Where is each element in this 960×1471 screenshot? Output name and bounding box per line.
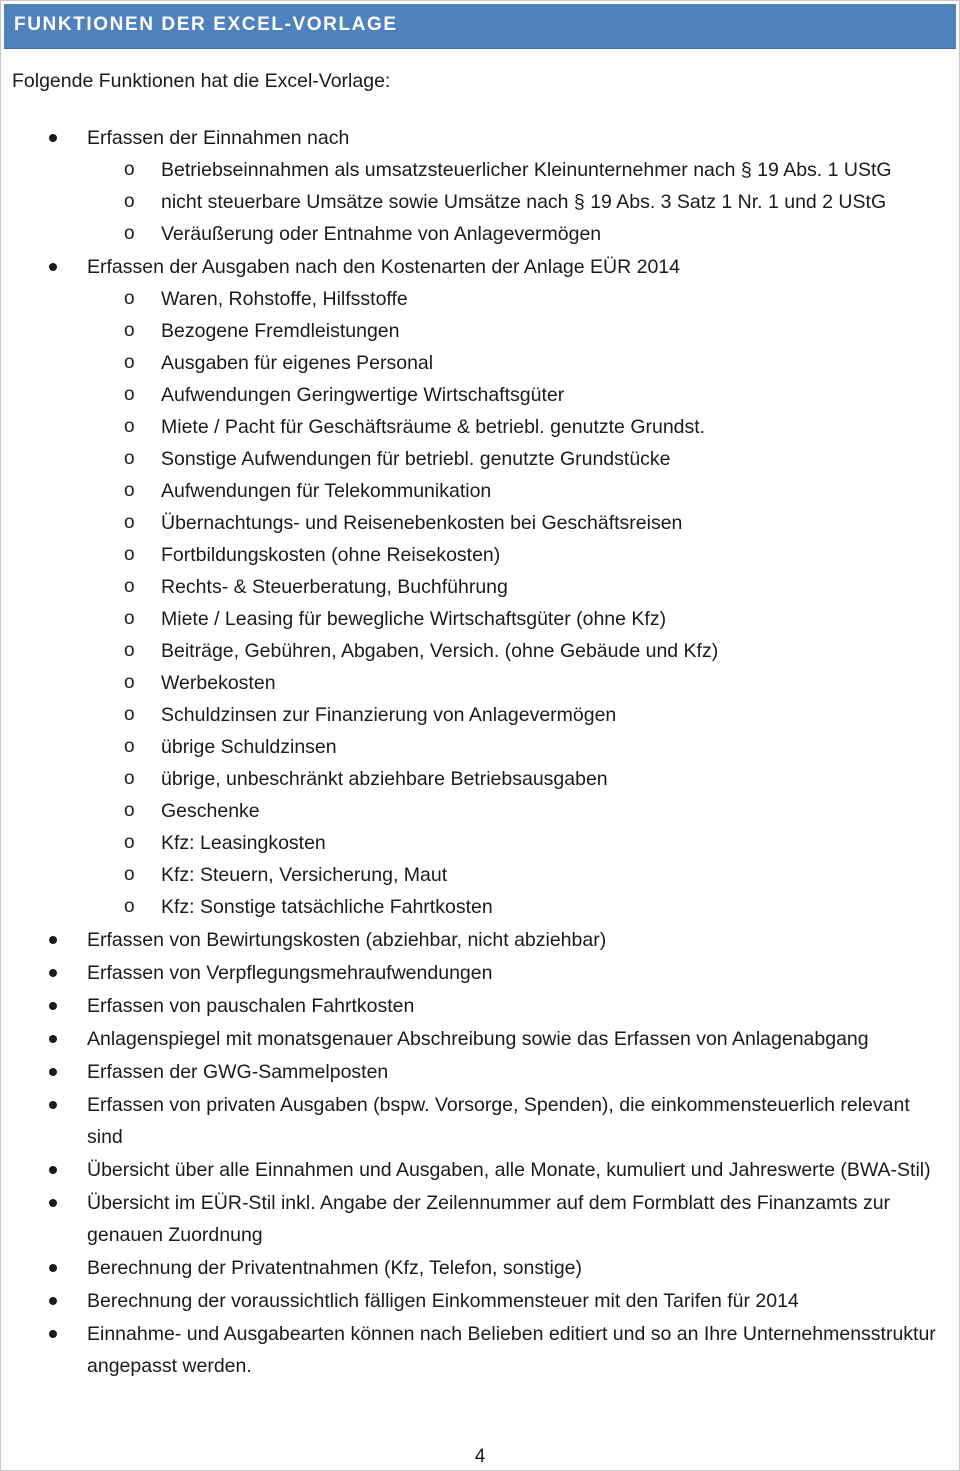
bullet-dot-icon xyxy=(49,1297,57,1305)
bullet-dot-icon xyxy=(49,1330,57,1338)
bullet-circle-icon: o xyxy=(124,384,135,405)
list-item-text: Veräußerung oder Entnahme von Anlagevermögen xyxy=(161,223,602,245)
list-item-text: Beiträge, Gebühren, Abgaben, Versich. (ohne Gebäude und Kfz) xyxy=(161,640,719,662)
sub-list-item xyxy=(0,603,960,635)
list-item-text: Berechnung der Privatentnahmen (Kfz, Telefon, sonstige) xyxy=(87,1257,583,1279)
intro-text: Folgende Funktionen hat die Excel-Vorlage: xyxy=(12,70,391,92)
list-item-text: Miete / Leasing für bewegliche Wirtschaftsgüter (ohne Kfz) xyxy=(161,608,667,630)
sub-list-item xyxy=(0,154,960,186)
sub-list-item xyxy=(0,571,960,603)
list-item-text: Erfassen von Bewirtungskosten (abziehbar, nicht abziehbar) xyxy=(87,929,607,951)
bullet-circle-icon: o xyxy=(124,191,135,212)
sub-list-item xyxy=(0,891,960,923)
list-item-text: Erfassen der Ausgaben nach den Kostenarten der Anlage EÜR 2014 xyxy=(87,256,680,278)
bullet-circle-icon: o xyxy=(124,480,135,501)
list-item-text: übrige, unbeschränkt abziehbare Betriebsausgaben xyxy=(161,768,608,790)
list-item-text: Werbekosten xyxy=(161,672,276,694)
list-item-text: Waren, Rohstoffe, Hilfsstoffe xyxy=(161,288,408,310)
bullet-dot-icon xyxy=(49,1002,57,1010)
bullet-dot-icon xyxy=(49,1101,57,1109)
bullet-circle-icon: o xyxy=(124,608,135,629)
bullet-dot-icon xyxy=(49,1166,57,1174)
bullet-circle-icon: o xyxy=(124,800,135,821)
list-item-text: Aufwendungen Geringwertige Wirtschaftsgüter xyxy=(161,384,565,406)
list-item xyxy=(0,924,960,956)
sub-list-item xyxy=(0,763,960,795)
sub-list-item xyxy=(0,827,960,859)
bullet-circle-icon: o xyxy=(124,223,135,244)
sub-list-item xyxy=(0,186,960,218)
bullet-dot-icon xyxy=(49,263,57,271)
list-item-text: Berechnung der voraussichtlich fälligen Einkommensteuer mit den Tarifen für 2014 xyxy=(87,1290,799,1312)
list-item-text: Einnahme- und Ausgabearten können nach Belieben editiert und so an Ihre Unternehmensstruktur angepasst werden. xyxy=(87,1323,936,1377)
list-item-text: Schuldzinsen zur Finanzierung von Anlagevermögen xyxy=(161,704,617,726)
list-item-text: Anlagenspiegel mit monatsgenauer Abschreibung sowie das Erfassen von Anlagenabgang xyxy=(87,1028,869,1050)
list-item xyxy=(0,1023,960,1055)
bullet-dot-icon xyxy=(49,936,57,944)
sub-list-item xyxy=(0,315,960,347)
list-item-text: Übersicht im EÜR-Stil inkl. Angabe der Zeilennummer auf dem Formblatt des Finanzamts zur genauen Zuordnung xyxy=(87,1192,891,1246)
bullet-dot-icon xyxy=(49,1264,57,1272)
bullet-dot-icon xyxy=(49,1068,57,1076)
bullet-circle-icon: o xyxy=(124,832,135,853)
list-item xyxy=(0,990,960,1022)
sub-list-item xyxy=(0,731,960,763)
list-item-text: Übernachtungs- und Reisenebenkosten bei Geschäftsreisen xyxy=(161,512,683,534)
list-item xyxy=(0,1154,960,1186)
list-item xyxy=(0,122,960,154)
bullet-circle-icon: o xyxy=(124,352,135,373)
list-item-text: Fortbildungskosten (ohne Reisekosten) xyxy=(161,544,501,566)
sub-list-item xyxy=(0,539,960,571)
list-item xyxy=(0,1252,960,1284)
bullet-circle-icon: o xyxy=(124,416,135,437)
bullet-dot-icon xyxy=(49,134,57,142)
sub-list-item xyxy=(0,507,960,539)
bullet-circle-icon: o xyxy=(124,512,135,533)
bullet-circle-icon: o xyxy=(124,704,135,725)
bullet-dot-icon xyxy=(49,969,57,977)
list-item-text: Erfassen von privaten Ausgaben (bspw. Vorsorge, Spenden), die einkommensteuerlich relevant sind xyxy=(87,1094,910,1148)
list-item-text: Erfassen von Verpflegungsmehraufwendungen xyxy=(87,962,493,984)
list-item-text: nicht steuerbare Umsätze sowie Umsätze nach § 19 Abs. 3 Satz 1 Nr. 1 und 2 UStG xyxy=(161,191,887,213)
list-item-text: Erfassen der Einnahmen nach xyxy=(87,127,350,149)
feature-list xyxy=(0,121,960,1382)
list-item-text: Erfassen der GWG-Sammelposten xyxy=(87,1061,389,1083)
sub-list-item xyxy=(0,283,960,315)
list-item xyxy=(0,1285,960,1317)
bullet-dot-icon xyxy=(49,1035,57,1043)
list-item-text: Übersicht über alle Einnahmen und Ausgaben, alle Monate, kumuliert und Jahreswerte (BWA-Stil) xyxy=(87,1159,931,1181)
section-title: FUNKTIONEN DER EXCEL-VORLAGE xyxy=(14,14,398,35)
sub-list-item xyxy=(0,475,960,507)
list-item-text: Geschenke xyxy=(161,800,260,822)
bullet-circle-icon: o xyxy=(124,159,135,180)
list-item-text: Sonstige Aufwendungen für betriebl. genutzte Grundstücke xyxy=(161,448,671,470)
sub-list-item xyxy=(0,699,960,731)
list-item-text: Miete / Pacht für Geschäftsräume & betriebl. genutzte Grundst. xyxy=(161,416,706,438)
sub-list-item xyxy=(0,443,960,475)
list-item-text: Bezogene Fremdleistungen xyxy=(161,320,400,342)
sub-list-item xyxy=(0,379,960,411)
section-header xyxy=(4,4,956,49)
list-item xyxy=(0,1187,960,1251)
bullet-circle-icon: o xyxy=(124,768,135,789)
list-item xyxy=(0,1318,960,1382)
bullet-circle-icon: o xyxy=(124,320,135,341)
sub-list-item xyxy=(0,795,960,827)
sub-list-item xyxy=(0,635,960,667)
list-item-text: Kfz: Leasingkosten xyxy=(161,832,326,854)
bullet-circle-icon: o xyxy=(124,864,135,885)
bullet-circle-icon: o xyxy=(124,544,135,565)
sub-list-item xyxy=(0,667,960,699)
list-item xyxy=(0,1089,960,1153)
list-item-text: Kfz: Sonstige tatsächliche Fahrtkosten xyxy=(161,896,493,918)
sub-list-item xyxy=(0,347,960,379)
bullet-circle-icon: o xyxy=(124,672,135,693)
bullet-circle-icon: o xyxy=(124,576,135,597)
list-item-text: übrige Schuldzinsen xyxy=(161,736,337,758)
list-item xyxy=(0,251,960,283)
page-number: 4 xyxy=(474,1446,486,1467)
list-item-text: Betriebseinnahmen als umsatzsteuerlicher Kleinunternehmer nach § 19 Abs. 1 UStG xyxy=(161,159,892,181)
list-item xyxy=(0,957,960,989)
bullet-dot-icon xyxy=(49,1199,57,1207)
bullet-circle-icon: o xyxy=(124,288,135,309)
sub-list-item xyxy=(0,218,960,250)
list-item-text: Kfz: Steuern, Versicherung, Maut xyxy=(161,864,448,886)
list-item-text: Aufwendungen für Telekommunikation xyxy=(161,480,492,502)
list-item xyxy=(0,1056,960,1088)
sub-list-item xyxy=(0,859,960,891)
bullet-circle-icon: o xyxy=(124,736,135,757)
list-item-text: Erfassen von pauschalen Fahrtkosten xyxy=(87,995,415,1017)
bullet-circle-icon: o xyxy=(124,640,135,661)
sub-list-item xyxy=(0,411,960,443)
list-item-text: Rechts- & Steuerberatung, Buchführung xyxy=(161,576,508,598)
list-item-text: Ausgaben für eigenes Personal xyxy=(161,352,434,374)
bullet-circle-icon: o xyxy=(124,896,135,917)
bullet-circle-icon: o xyxy=(124,448,135,469)
